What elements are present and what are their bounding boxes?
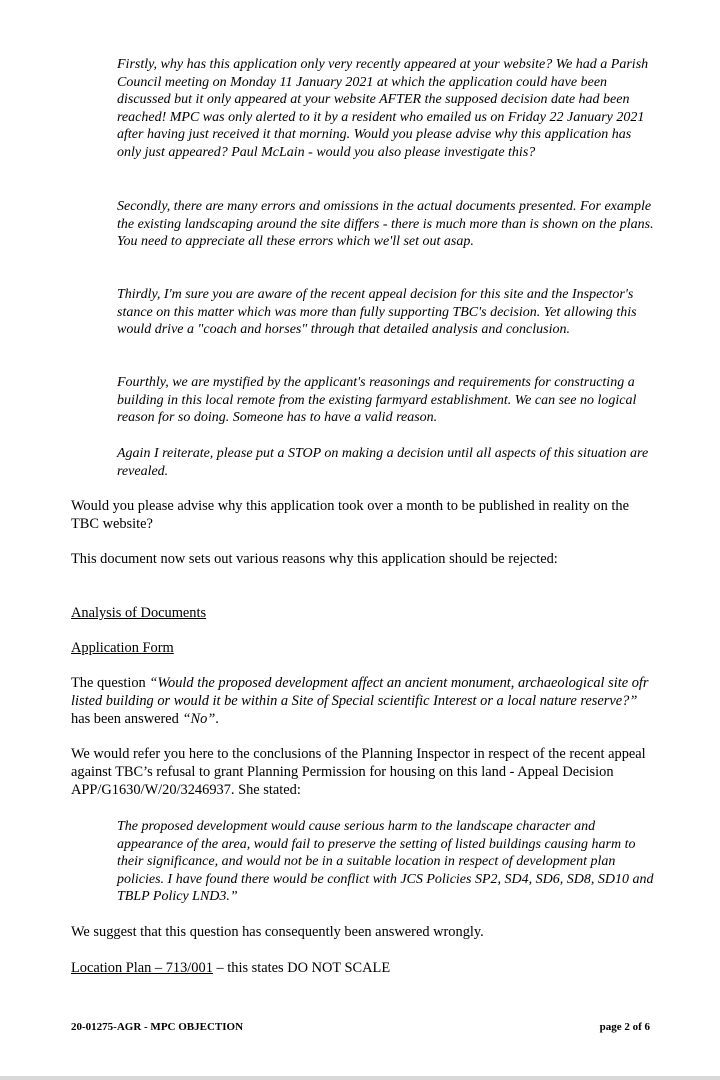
heading-analysis-of-documents: Analysis of Documents: [71, 605, 207, 621]
quoted-paragraph-thirdly: Thirdly, I'm sure you are aware of the recent appeal decision for this site and the Inspector's stance on this matter which was more than fully supporting TBC's decision. Yet allowing this would drive a "coach and horses" through that detailed analysis and conclusion.: [117, 287, 637, 338]
quoted-paragraph-fourthly: Fourthly, we are mystified by the applicant's reasonings and requirements for constructing a building in this local remote from the existing farmyard establishment. We can see no logical reason for so doing. Someone has to have a valid reason.: [117, 375, 637, 426]
paragraph-advise-delay: Would you please advise why this application took over a month to be published in reality on the TBC website?: [71, 498, 629, 532]
heading-application-form: Application Form: [71, 640, 174, 656]
question-middle: has been answered: [71, 710, 183, 727]
location-plan-rest: – this states DO NOT SCALE: [212, 960, 391, 976]
question-quoted: “Would the proposed development affect an ancient monument, archaeological site ofr listed building or would it be within a Site of Special scientific Interest or a local nature reserve?”: [71, 675, 649, 709]
paragraph-suggest-wrong: We suggest that this question has consequently been answered wrongly.: [71, 924, 484, 940]
page-total: 6: [644, 1021, 650, 1033]
paragraph-location-plan: [71, 960, 656, 978]
footer-page-number: [600, 1020, 650, 1034]
quoted-paragraph-reiterate: Again I reiterate, please put a STOP on making a decision until all aspects of this situation are revealed.: [117, 446, 649, 479]
quoted-paragraph-secondly: Secondly, there are many errors and omissions in the actual documents presented. For example the existing landscaping around the site differs - there is much more than is shown on the plans. You need to appreciate all these errors which we'll set out asap.: [117, 199, 654, 250]
page-bottom-edge: [0, 1076, 720, 1080]
question-prefix: The question: [71, 675, 150, 691]
paragraph-reasons-intro: This document now sets out various reasons why this application should be rejected:: [71, 551, 558, 567]
quoted-paragraph-firstly: Firstly, why has this application only very recently appeared at your website? We had a Parish Council meeting on Monday 11 January 2021 at which the application could have been discussed but it only appeared at your website AFTER the supposed decision date had been reached! MPC was only alerted to it by a resident who emailed us on Friday 22 January 2021 after having just received it that morning. Would you please advise why this application has only just appeared? Paul McLain - would you also please investigate this?: [117, 57, 649, 160]
inspector-quote: The proposed development would cause serious harm to the landscape character and appearance of the area, would fail to preserve the setting of listed buildings causing harm to their significance, and would not be in a suitable location in respect of development plan policies. I have found there would be conflict with JCS Policies SP2, SD4, SD6, SD8, SD10 and TBLP Policy LND3.”: [117, 819, 654, 905]
page-current: 2: [624, 1021, 630, 1033]
question-suffix: .: [215, 710, 219, 727]
page-middle: of: [629, 1021, 645, 1033]
location-plan-label: Location Plan – 713/001: [71, 960, 213, 976]
paragraph-question: [71, 675, 656, 728]
question-answer: “No”: [182, 710, 216, 727]
footer-reference: 20-01275-AGR - MPC OBJECTION: [71, 1021, 244, 1033]
paragraph-inspector-reference: We would refer you here to the conclusions of the Planning Inspector in respect of the recent appeal against TBC’s refusal to grant Planning Permission for housing on this land - Appeal Decision APP/G1630/W/20/3246937. She stated:: [71, 746, 646, 798]
page-prefix: page: [599, 1021, 625, 1033]
